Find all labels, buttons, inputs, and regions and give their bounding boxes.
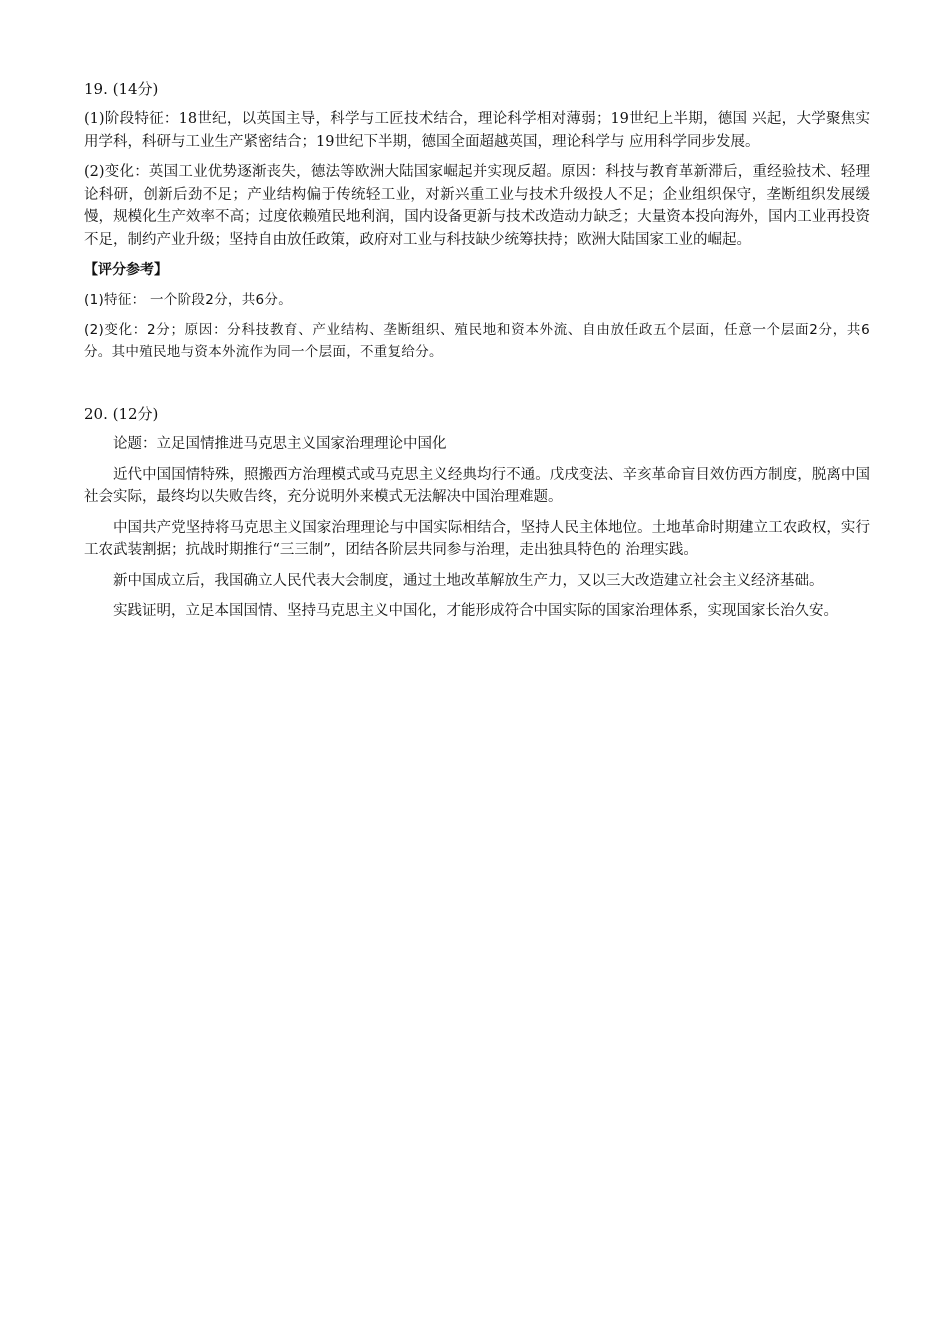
question-20 <box>84 403 870 623</box>
scoring-reference-heading: 【评分参考】 <box>84 262 168 278</box>
question-19-title: 19. (14分) <box>84 80 159 98</box>
question-20-paragraph-1: 近代中国国情特殊，照搬西方治理模式或马克思主义经典均行不通。戊戌变法、辛亥革命盲目效仿西方制度，脱离中国社会实际，最终均以失败告终，充分说明外来模式无法解决中国治理难题。 <box>84 466 870 505</box>
question-20-topic: 论题：立足国情推进马克思主义国家治理理论中国化 <box>113 436 447 452</box>
question-19-part-1: (1)阶段特征：18世纪，以英国主导，科学与工匠技术结合，理论科学相对薄弱；19世纪上半期，德国 兴起，大学聚焦实用学科，科研与工业生产紧密结合；19世纪下半期，德国全面超越英国，理论科学与 应用科学同步发展。 <box>84 111 870 150</box>
question-20-title: 20. (12分) <box>84 405 159 423</box>
question-19 <box>84 78 870 363</box>
question-20-paragraph-4: 实践证明，立足本国国情、坚持马克思主义中国化，才能形成符合中国实际的国家治理体系，实现国家长治久安。 <box>113 603 838 619</box>
question-19-part-2: (2)变化：英国工业优势逐渐丧失，德法等欧洲大陆国家崛起并实现反超。原因：科技与教育革新滞后，重经验技术、轻理论科研，创新后劲不足；产业结构偏于传统轻工业，对新兴重工业与技术升级投人不足；企业组织保守，垄断组织发展缓慢，规模化生产效率不高；过度依赖殖民地利润，国内设备更新与技术改造动力缺乏；大量资本投向海外，国内工业再投资不足，制约产业升级；坚持自由放任政策，政府对工业与科技缺少统筹扶持；欧洲大陆国家工业的崛起。 <box>84 164 870 248</box>
question-20-paragraph-3: 新中国成立后，我国确立人民代表大会制度，通过土地改革解放生产力，又以三大改造建立社会主义经济基础。 <box>113 572 824 589</box>
scoring-part-1: (1)特征： 一个阶段2分，共6分。 <box>84 292 292 308</box>
question-20-paragraph-2: 中国共产党坚持将马克思主义国家治理理论与中国实际相结合，坚持人民主体地位。土地革命时期建立工农政权，实行工农武装割据；抗战时期推行“三三制”，团结各阶层共同参与治理，走出独具特色的 治理实践。 <box>84 519 870 558</box>
scoring-part-2: (2)变化：2分；原因：分科技教育、产业结构、垄断组织、殖民地和资本外流、自由放任政五个层面，任意一个层面2分，共6分。其中殖民地与资本外流作为同一个层面，不重复给分。 <box>84 322 870 360</box>
